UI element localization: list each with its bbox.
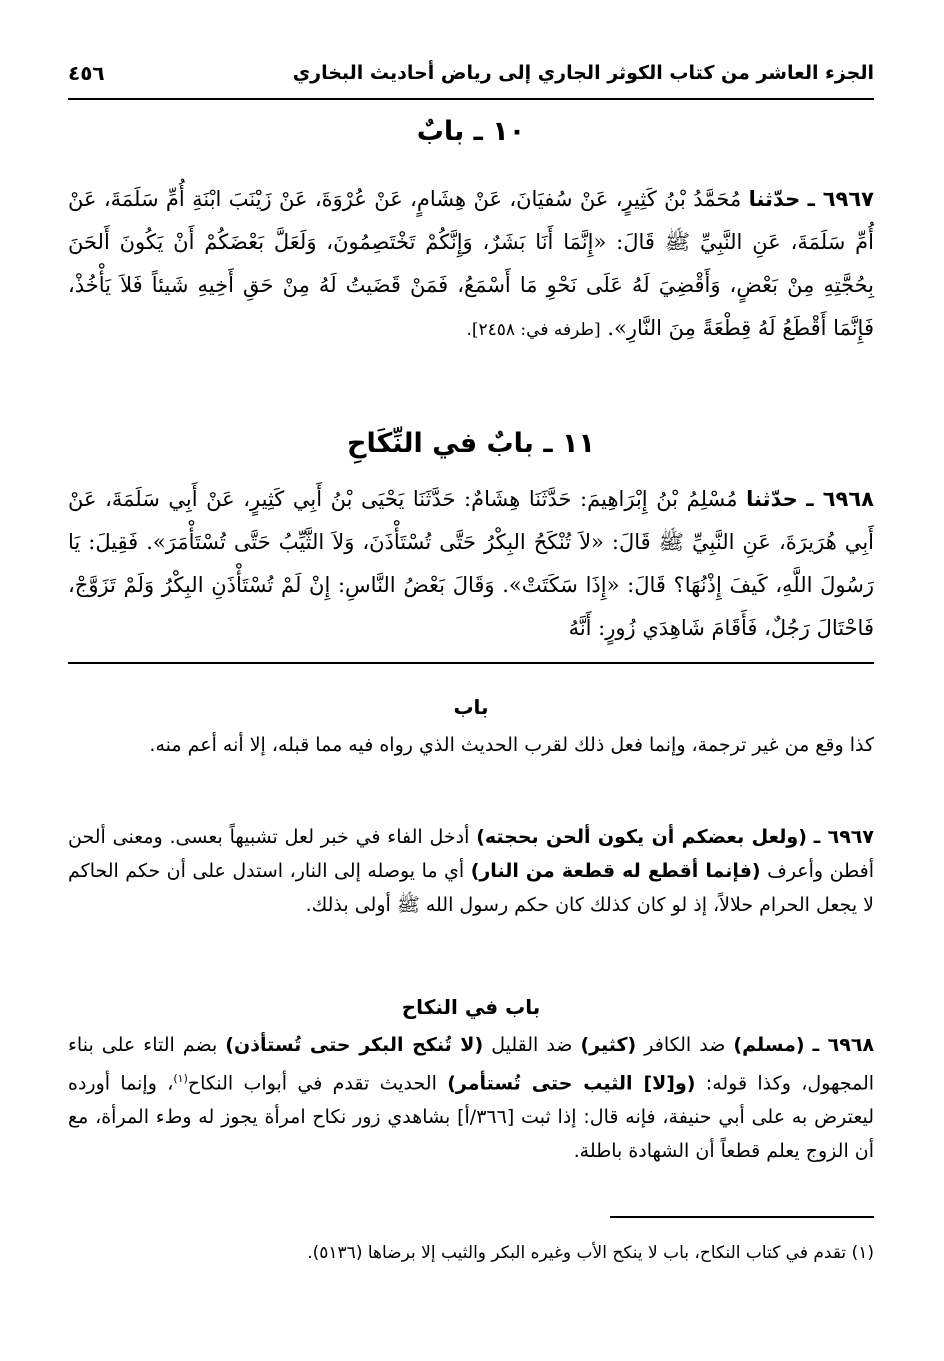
- commentary-nikah: [68, 990, 874, 1168]
- hadith-text: مُسْلِمُ بْنُ إِبْرَاهِيمَ: حَدَّثَنَا هِشَامٌ: حَدَّثَنَا يَحْيَى بْنُ أَبِي كَثِيرٍ، عَنْ أَبِي سَلَمَةَ، عَنْ أَبِي هُرَيرَةَ، عَنِ النَّبِيِّ ﷺ قَالَ: «لاَ تُنْكَحُ البِكْرُ حَتَّى تُسْتَأْذَنَ، وَلاَ الثَّيِّبُ حَتَّى تُسْتَأْمَرَ». فَقِيلَ: يَا رَسُولَ اللَّهِ، كَيفَ إِذْنُهَا؟ قَالَ: «إِذَا سَكَتَتْ». وَقَالَ بَعْضُ النَّاسِ: إِنْ لَمْ تُسْتَأْذَنِ البِكْرُ وَلَمْ تَزَوَّجْ، فَاحْتَالَ رَجُلٌ، فَأَقَامَ شَاهِدَي زُورٍ: أَنَّهُ: [68, 487, 874, 640]
- hadith-number: ٦٩٦٧ ـ: [807, 187, 875, 211]
- commentary-6967: [68, 820, 874, 922]
- footnote: [68, 1240, 874, 1266]
- commentary-quote: (مسلم): [733, 1034, 805, 1056]
- hadith-lead: حدّثنا: [748, 187, 801, 211]
- hadith-lead: حدّثنا: [746, 487, 798, 511]
- commentary-text: ضد الكافر: [644, 1034, 726, 1056]
- commentary-text: كذا وقع من غير ترجمة، وإنما فعل ذلك لقرب الحديث الذي رواه فيه مما قبله، إلا أنه أعم منه.: [149, 734, 874, 756]
- chapter-11-heading: ١١ ـ بابٌ في النِّكَاحِ: [347, 428, 595, 459]
- page-header: [68, 48, 874, 100]
- commentary-bab: [68, 690, 874, 762]
- commentary-heading: باب في النكاح: [401, 995, 541, 1019]
- hadith-6967: [68, 178, 874, 352]
- hadith-text: مُحَمَّدُ بْنُ كَثِيرٍ، عَنْ سُفيَانَ، عَنْ هِشَامٍ، عَنْ عُرْوَةَ، عَنْ زَيْنَبَ ابْنَةِ أُمِّ سَلَمَةَ، عَنْ أُمِّ سَلَمَةَ، عَنِ النَّبِيِّ ﷺ قَالَ: «إِنَّمَا أَنَا بَشَرٌ، وَإِنَّكُمْ تَخْتَصِمُونَ، وَلَعَلَّ بَعْضَكُمْ أَنْ يَكُونَ أَلحَنَ بِحُجَّتِهِ مِنْ بَعْضٍ، وَأَقْضِيَ لَهُ عَلَى نَحْوِ مَا أَسْمَعُ، فَمَنْ قَضَيتُ لَهُ مِنْ حَقِ أَخِيهِ شَيئاً فَلاَ يَأْخُذْ، فَإِنَّمَا أَقْطَعُ لَهُ قِطْعَةً مِنَ النَّارِ».: [68, 187, 874, 340]
- commentary-text: أي ما يوصله إلى النار، استدل على أن حكم الحاكم لا يجعل الحرام حلالاً، إذ لو كان كذلك كان حكم رسول الله ﷺ أولى بذلك.: [68, 860, 874, 916]
- section-divider: [68, 662, 874, 664]
- page-number: ٤٥٦: [68, 61, 105, 85]
- footnote-divider: [610, 1216, 874, 1218]
- document-page: [68, 30, 874, 1340]
- commentary-text: الحديث تقدم في أبواب النكاح: [187, 1072, 437, 1095]
- chapter-10-heading: ١٠ ـ بابٌ: [416, 116, 526, 147]
- footnote-marker: (١): [173, 1072, 188, 1085]
- commentary-quote: (لا تُنكح البكر حتى تُستأذن): [225, 1034, 484, 1056]
- commentary-quote: (فإنما أقطع له قطعة من النار): [470, 860, 761, 882]
- running-title: الجزء العاشر من كتاب الكوثر الجاري إلى رياض أحاديث البخاري: [292, 62, 874, 84]
- commentary-number: ٦٩٦٧ ـ: [813, 826, 874, 848]
- commentary-text: أدخل الفاء في خبر لعل تشبيهاً بعسى. ومعنى ألحن أفطن وأعرف: [68, 826, 875, 882]
- hadith-reference: [طرفه في: ٢٤٥٨].: [466, 320, 601, 340]
- commentary-paragraph: [68, 820, 874, 922]
- commentary-quote: (و[لا] الثيب حتى تُستأمر): [447, 1072, 696, 1095]
- footnote-number: (١): [851, 1243, 874, 1263]
- commentary-text: بضم التاء على بناء المجهول، وكذا قوله:: [68, 1034, 875, 1095]
- commentary-quote: (كثير): [580, 1034, 637, 1056]
- hadith-6968: [68, 478, 874, 650]
- commentary-number: ٦٩٦٨ ـ: [812, 1034, 875, 1056]
- footnote-text: تقدم في كتاب النكاح، باب لا ينكح الأب وغيره البكر والثيب إلا برضاها (٥١٣٦).: [307, 1243, 847, 1263]
- commentary-quote: (ولعل بعضكم أن يكون ألحن بحجته): [476, 826, 807, 848]
- commentary-text: ضد القليل: [491, 1034, 573, 1056]
- commentary-heading: باب: [453, 695, 489, 719]
- hadith-number: ٦٩٦٨ ـ: [806, 487, 875, 511]
- commentary-text: ، وإنما أورده ليعترض به على أبي حنيفة، فإنه قال: إذا ثبت [٣٦٦/أ] بشاهدي زور نكاح امرأة يجوز له وطء المرأة، مع أن الزوج يعلم قطعاً أن الشهادة باطلة.: [68, 1072, 875, 1163]
- commentary-paragraph: [68, 1028, 874, 1168]
